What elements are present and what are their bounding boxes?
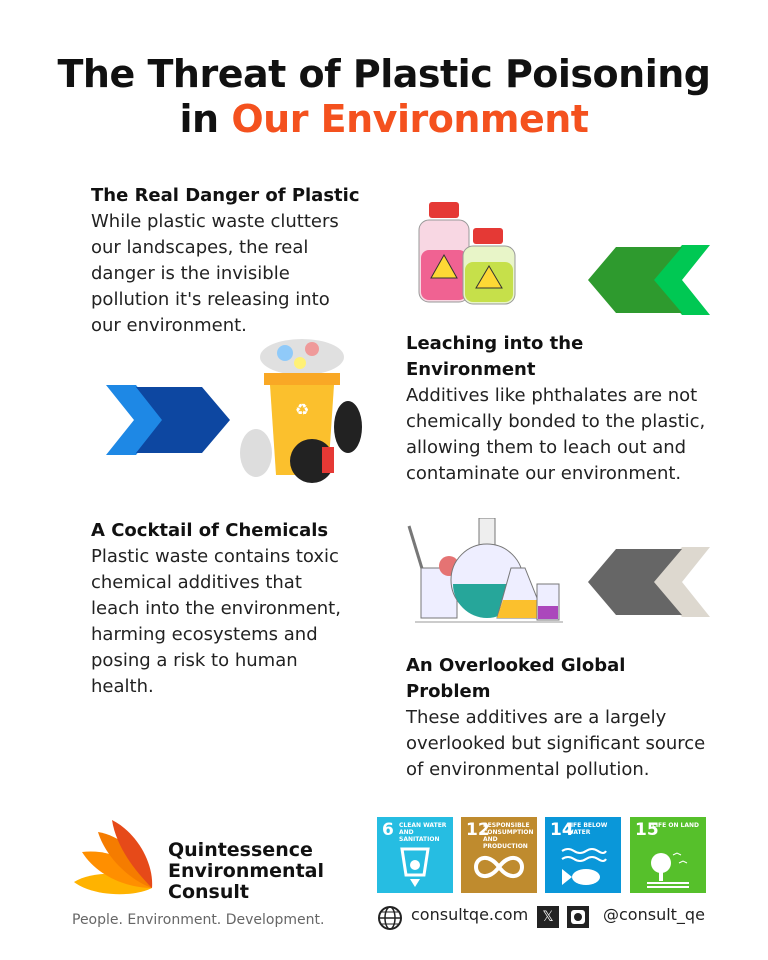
sdg-tile-15 (630, 817, 706, 893)
tagline: People. Environment. Development. (72, 912, 325, 928)
website-link[interactable]: consultqe.com (411, 905, 529, 924)
globe-icon (377, 905, 403, 931)
section-real-danger (91, 183, 361, 339)
section-cocktail (91, 518, 356, 700)
section-heading: A Cocktail of Chemicals (91, 520, 329, 541)
section-body: While plastic waste clutters our landscapes, the real danger is the invisible pollution it's releasing into our environment. (91, 211, 339, 336)
sdg-number: 6 (382, 820, 394, 840)
lab-glassware-icon (405, 518, 567, 628)
section-body: Plastic waste contains toxic chemical additives that leach into the environment, harming ecosystems and posing a risk to human health. (91, 546, 341, 697)
instagram-icon[interactable] (567, 906, 589, 928)
title-line-2 (0, 97, 768, 141)
sdg-tile-12 (461, 817, 537, 893)
section-overlooked (406, 653, 711, 783)
section-heading: An Overlooked Global Problem (406, 655, 626, 702)
company-name (168, 840, 324, 903)
tree-land-icon (643, 845, 693, 889)
sdg-tile-6 (377, 817, 453, 893)
sdg-number: 15 (635, 820, 659, 840)
brand-line: Quintessence (168, 839, 313, 861)
brand-line: Environmental (168, 860, 324, 882)
sdg-label: LIFE BELOW WATER (567, 822, 608, 836)
sdg-label: RESPONSIBLE CONSUMPTION AND PRODUCTION (483, 822, 534, 850)
fish-waves-icon (558, 845, 608, 889)
sdg-label: LIFE ON LAND (652, 822, 700, 829)
gray-chevron-arrow-icon (586, 545, 712, 619)
sdg-label: CLEAN WATER AND SANITATION (399, 822, 447, 843)
overflowing-trash-bin-icon (240, 335, 366, 485)
green-chevron-arrow-icon (586, 243, 712, 317)
title-prefix: in (179, 97, 232, 141)
sdg-tile-14 (545, 817, 621, 893)
toxic-bottles-icon (415, 200, 525, 308)
sdg-number: 12 (466, 820, 490, 840)
section-heading: Leaching into the Environment (406, 333, 584, 380)
brand-line: Consult (168, 881, 249, 903)
section-body: These additives are a largely overlooked but significant source of environmental pollution. (406, 707, 706, 780)
section-leaching (406, 331, 711, 487)
section-body: Additives like phthalates are not chemically bonded to the plastic, allowing them to leach out and contaminate our environment. (406, 385, 706, 484)
section-heading: The Real Danger of Plastic (91, 185, 360, 206)
blue-chevron-arrow-icon (106, 383, 232, 457)
x-twitter-icon[interactable]: 𝕏 (537, 906, 559, 928)
sdg-number: 14 (550, 820, 574, 840)
infinity-loop-icon (474, 845, 524, 889)
title-line-1: The Threat of Plastic Poisoning (57, 52, 711, 96)
svg-text:♻: ♻ (294, 400, 310, 419)
water-glass-icon (390, 845, 440, 889)
title-accent: Our Environment (231, 97, 589, 141)
company-logo-icon (72, 818, 162, 898)
social-handle[interactable]: @consult_qe (603, 905, 705, 924)
